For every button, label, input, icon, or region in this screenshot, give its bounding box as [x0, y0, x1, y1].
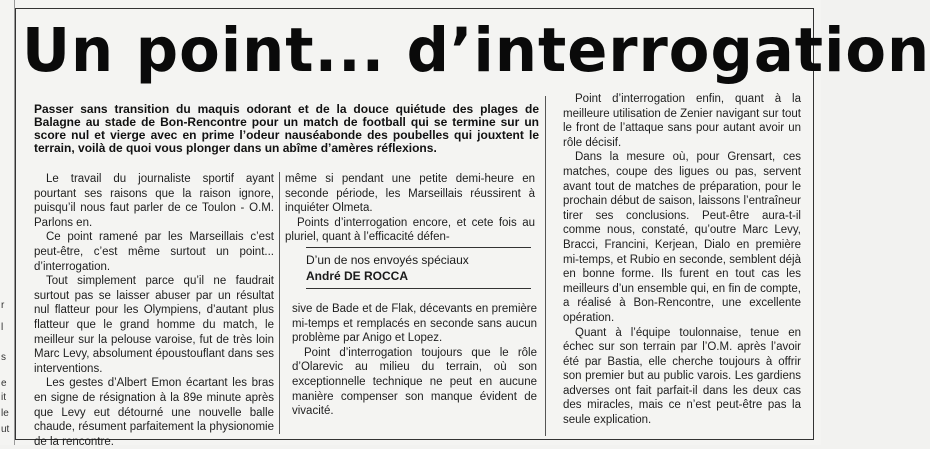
paragraph: Tout simplement parce qu’il ne faudrait surtout pas se laisser abuser par un résultat nul flatteur pour les Olympiens, d’autant plus flatteur que le grand homme du match, le meilleur sur la pelouse varoise, fut de très loin Marc Levy, absolument époustouflant dans ses interventions.	[34, 275, 274, 375]
adjacent-column-edge	[0, 0, 15, 445]
paragraph: Dans la mesure où, pour Grensart, ces matches, coupe des ligues ou pas, servent avant tout de matches de préparation, pour le prochain début de saison, laissons l’entraîneur tirer ses conclusions. Peut-être aura-t-il comme nous, constaté, qu’outre Marc Levy, Bracci, Francini, Kerjean, Dialo en première mi-temps, et Rubio en seconde, semblent déjà en bonne forme. Ils furent en tout cas les meilleurs d’un ensemble qui, en fin de compte, a réalisé à Bon-Rencontre, une excellente opération.	[563, 151, 801, 324]
byline-author: André DE ROCCA	[306, 269, 409, 283]
margin-fragment: s	[1, 352, 6, 363]
paragraph: Point d’interrogation toujours que le rôle d’Olarevic au milieu du terrain, où son exceptionnelle technique ne peut en aucune manière compenser son manque évident de vivacité.	[292, 346, 537, 418]
byline-box	[306, 247, 531, 289]
paragraph: Les gestes d’Albert Emon écartant les bras en signe de résignation à la 89e minute après que Levy eut détourné une nouvelle balle chaude, résument parfaitement la physionomie de la rencontre.	[34, 377, 274, 448]
paragraph: Ce point ramené par les Marseillais c’est peut-être, c’est même surtout un point... d’interrogation.	[34, 231, 274, 273]
margin-fragment: le	[1, 408, 9, 419]
column-three	[563, 92, 801, 428]
column-one	[34, 172, 274, 449]
article-lead: Passer sans transition du maquis odorant et de la douce quiétude des plages de Balagne au stade de Bon-Rencontre pour un match de football qui se termine sur un score nul et vierge avec en prime l’odeur nauséabonde des poubelles qui jouxtent le terrain, voilà de quoi vous plonger dans un abîme d’amères réflexions.	[34, 102, 539, 155]
column-rule	[545, 96, 546, 436]
margin-fragment: l	[1, 322, 4, 333]
paragraph: Point d’interrogation enfin, quant à la meilleure utilisation de Zenier navigant sur tout le front de l’attaque sans pour autant avoir un rôle décisif.	[563, 93, 801, 149]
margin-fragment: it	[1, 392, 6, 403]
article-headline: Un point... d’interrogation	[22, 14, 930, 86]
paragraph: Points d’interrogation encore, et cete fois au pluriel, quant à l’efficacité défen-	[285, 216, 535, 244]
column-rule	[279, 172, 280, 434]
paragraph: même si pendant une petite demi-heure en seconde période, les Marseillais réussirent à inquiéter Olmeta.	[285, 173, 535, 215]
column-two-bottom	[292, 302, 537, 419]
byline-label: D’un de nos envoyés spéciaux	[306, 253, 469, 267]
paragraph: Le travail du journaliste sportif ayant pourtant ses raisons que la raison ignore, puisqu’il nous faut parler de ce Toulon - O.M. Parlons en.	[34, 173, 274, 229]
paragraph: sive de Bade et de Flak, décevants en première mi-temps et remplacés en seconde sans aucun problème par Anigo et Lopez.	[292, 303, 537, 345]
paragraph: Quant à l’équipe toulonnaise, tenue en échec sur son terrain par l’O.M. après l’avoir été par Bastia, elle cherche toujours à offrir son premier but au public varois. Les gardiens adverses ont fait parfait-il dans les deux cas des miracles, mais ce n’est peut-être pas la seule explication.	[563, 326, 801, 427]
margin-fragment: r	[1, 300, 5, 311]
margin-fragment: e	[1, 378, 7, 389]
column-two-top	[285, 172, 535, 245]
margin-fragment: ut	[1, 424, 10, 435]
